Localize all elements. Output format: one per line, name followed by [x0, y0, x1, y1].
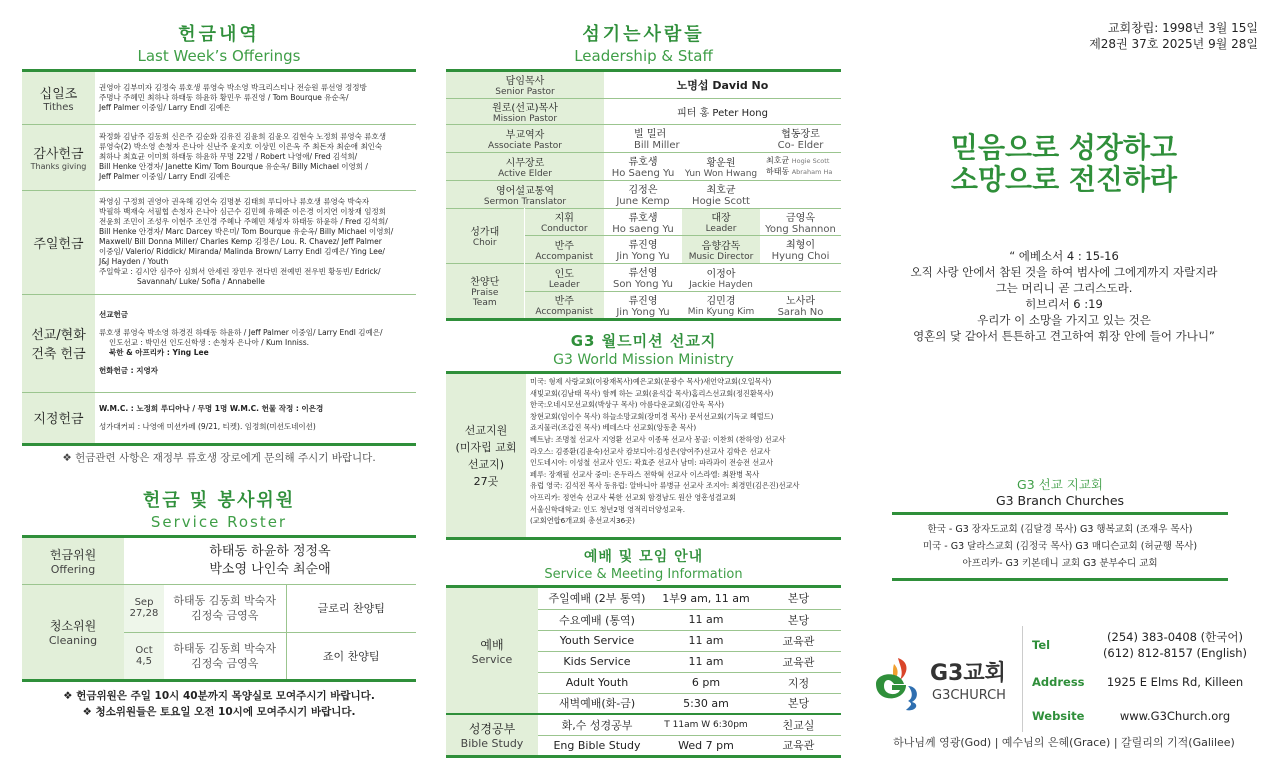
mission-line: 라오스: 김종환(김윤숙)선교사 캄보디아:김성은(양여주)선교사 김학은 선교사	[530, 446, 771, 456]
tithes-names	[95, 72, 416, 124]
role-label: 대장	[711, 213, 731, 224]
website-label: Website	[1032, 709, 1085, 723]
role-label-en: Associate Pastor	[488, 140, 562, 151]
row-label-en: Offering	[50, 562, 96, 576]
name-line: Jeff Palmer 이중임/ Larry Endl 김예은	[99, 102, 231, 112]
row-label: 청소위원	[49, 618, 97, 633]
service-subtitle: Service & Meeting Information	[544, 567, 743, 582]
role-label-en: Choir	[472, 238, 497, 248]
offerings-note: ❖ 헌금관련 사항은 재정부 류호생 장로에게 문의해 주시기 바랍니다.	[62, 451, 376, 464]
mission-line: 아프리카: 정연숙 선교사 북한 선교회 함경남도 원산 영흥성결교회	[530, 492, 736, 502]
designated-row	[22, 392, 416, 444]
footer-tagline: 하나님께 영광(God) | 예수님의 은혜(Grace) | 갈릴리의 기적(Galilee)	[893, 736, 1235, 749]
staff-name: 하태동	[766, 167, 790, 176]
row-label-en: Bible Study	[460, 736, 524, 750]
address-value: 1925 E Elms Rd, Killeen	[1106, 675, 1244, 689]
mission-line: 베트남: 조명철 선교사 지영환 선교사 이종복 선교사 몽골: 이찬희 (찬하영) 선교사	[530, 434, 786, 444]
staff-name-en: Ho saeng Yu	[612, 223, 674, 235]
staff-name-en: Abraham Ha	[791, 168, 833, 176]
tel-label: Tel	[1032, 638, 1051, 652]
staff-name: 류선영	[628, 268, 658, 279]
address-label: Address	[1032, 675, 1085, 689]
staff-name-en: Ho Saeng Yu	[611, 168, 675, 179]
branch-item: 아프리카- G3 키본데니 교회 G3 분부수디 교회	[962, 558, 1158, 569]
staff-name-en: Sarah No	[777, 306, 824, 318]
roster-title: 헌금 및 봉사위원	[142, 490, 296, 511]
service-name: 화,수 성경공부	[561, 718, 633, 732]
staff-row	[446, 98, 841, 124]
name-line: Maxwell/ Bill Donna Miller/ Charles Kemp 김정은/ Lou. R. Chavez/ Jeff Palmer	[99, 237, 382, 246]
staff-name-en: Hyung Choi	[771, 251, 830, 262]
staff-name: 노명섭 David No	[676, 78, 769, 92]
service-name: 수요예배 (통역)	[559, 613, 635, 627]
row-label: 헌금위원	[49, 547, 97, 562]
staff-name-en: Bill Miller	[634, 140, 680, 151]
mission-line: 창현교회(임이수 목사) 하늘소망교회(장미경 목사) 문서선교회(기독교 헤럴드)	[530, 411, 774, 421]
date-cell	[124, 632, 164, 680]
row-label-en: Thanks giving	[30, 162, 87, 171]
mission-line: 서울신학대학교: 인도 청년2명 영적리더양성교육.	[530, 504, 685, 514]
staff-name-en: Hogie Scott	[692, 196, 750, 207]
team-name: 죠이 찬양팀	[322, 649, 380, 663]
mission-line: 페루: 장재필 선교사 중미: 온두라스 전학혁 선교사 이스라엘: 최완병 목사	[530, 469, 760, 479]
mission-line: 유럽 영국: 김석전 목사 동유럽: 알바니아 류병규 선교사 조지아: 최경민(김은진)선교사	[530, 481, 800, 491]
service-place: 본당	[787, 697, 810, 711]
mission-label: 선교지원 (미자립 교회 선교지) 27곳	[446, 374, 526, 537]
name-line: Bill Henke 안경자/ Janette Kim/ Tom Bourque 유순옥/ Billy Michael 이영희 /	[99, 162, 368, 171]
staff-table	[446, 72, 841, 321]
service-name: Eng Bible Study	[553, 738, 641, 752]
role-label: 담임목사	[505, 76, 545, 88]
name-line: Bill Henke 안경자/ Marc Darcey 박은미/ Tom Bourque 유순옥/ Billy Michael 이영희/	[99, 227, 394, 236]
roster-panel	[22, 486, 416, 720]
staff-name: 최호균	[706, 185, 736, 196]
contact-divider	[1022, 626, 1023, 732]
service-time: 5:30 am	[683, 696, 729, 710]
mission-line: 죠지물러(조갑진 목사) 베데스다 선교회(앙동춘 목사)	[530, 423, 697, 433]
tel-number[interactable]: (612) 812-8157 (English)	[1102, 646, 1248, 660]
name-line: 박필하 백재숙 서필협 손청자 은나아 심근수 김민혜 유혜준 이은경 이지연 이창재 임정희	[99, 207, 387, 216]
offerings-table	[22, 72, 416, 446]
staff-name-en: Co- Elder	[777, 140, 824, 151]
name-line: Jeff Palmer 이중임/ Larry Endl 김예은	[99, 172, 231, 181]
website-row	[1032, 699, 1258, 733]
name-line: 권영아 김부미자 김정숙 류호생 류영숙 박소영 박크리스티나 전승원 류선영 정정방	[99, 82, 367, 92]
mission-header	[446, 330, 841, 368]
name-line: Savannah/ Luke/ Sofia / Annabelle	[137, 277, 265, 286]
service-time: 1부9 am, 11 am	[662, 592, 750, 606]
mission-line: (교회연합6개교회 총선교지36곳)	[530, 516, 635, 526]
tel-row	[1032, 625, 1258, 665]
service-time: 11 am	[688, 634, 724, 647]
service-table	[446, 588, 841, 758]
name-line: 곽영심 구정희 권영아 권옥해 김연숙 김명분 김태희 루디아나 류호생 류영숙 박숙자	[99, 197, 370, 206]
contact-info	[1032, 625, 1258, 733]
roster-table	[22, 538, 416, 682]
mission-line: 미국: 형제 사랑교회(이광재목사)예은교회(문광수 목사)새언약교회(오일목사)	[530, 377, 772, 386]
service-row	[446, 588, 841, 609]
service-time: 11 am	[688, 613, 724, 626]
service-place: 본당	[787, 592, 810, 606]
row-label: 성경공부	[468, 721, 516, 736]
verse-line: 오직 사랑 안에서 참된 것을 하여 범사에 그에게까지 자랄지라	[910, 265, 1218, 279]
row-label: 선교/현화 건축 헌금	[31, 328, 86, 362]
service-name: Adult Youth	[565, 676, 629, 689]
name-line: 김정숙 금영옥	[191, 656, 259, 670]
verse-line: “ 에베소서 4 : 15-16	[1009, 249, 1119, 263]
staff-name-en: Hogie Scott	[791, 157, 830, 165]
offering-committee-row	[22, 538, 416, 584]
service-time: T 11am W 6:30pm	[664, 719, 748, 730]
name-line: W.M.C. : 노정희 루디아나 / 무명 1명 W.M.C. 헌물 작정 : 이은경	[99, 403, 324, 413]
staff-name: 최호균	[766, 156, 790, 165]
name-line: 최하나 최효균 이미희 하태동 하윤하 무명 22명 / Robert 나영애/ Fred 김석희/	[99, 152, 358, 161]
role-label: 성가대	[470, 227, 500, 238]
logo-en: G3CHURCH	[932, 688, 1006, 703]
staff-header	[446, 20, 841, 65]
verse-line: 그는 머리니 곧 그리스도라.	[995, 281, 1133, 295]
row-label: 십일조	[39, 86, 78, 102]
offerings-panel	[22, 20, 416, 465]
staff-name-en: Jin Yong Yu	[616, 306, 670, 318]
role-label: 반주	[554, 296, 574, 307]
name-line: 인도선교 : 박민선 인도신학생 : 손청자 은나아 / Kum Inniss.	[109, 338, 310, 347]
role-label-en: Accompanist	[535, 251, 594, 262]
branch-title: G3 선교 지교회	[1017, 477, 1103, 492]
role-label: 반주	[554, 240, 574, 252]
branch-subtitle: G3 Branch Churches	[995, 493, 1125, 508]
staff-name-en: Son Yong Yu	[612, 279, 674, 290]
staff-name: 노사라	[786, 295, 815, 307]
staff-row	[446, 124, 841, 152]
row-label-en: Cleaning	[48, 633, 98, 647]
staff-row	[446, 208, 841, 235]
role-label-en: Music Director	[688, 251, 754, 262]
name-line: 하태동 하윤하 정정옥	[209, 543, 331, 559]
service-place: 교육관	[782, 634, 815, 648]
role-label-en: Sermon Translator	[483, 196, 567, 207]
service-place: 본당	[787, 613, 810, 627]
bible-verse	[870, 248, 1258, 344]
mission-subtitle: G3 World Mission Ministry	[553, 352, 734, 368]
staff-name: 김정은	[628, 185, 658, 196]
name-line: 박소영 나인숙 최순애	[209, 561, 331, 577]
service-place: 교육관	[782, 655, 815, 669]
name-line: 곽정화 김남주 김동희 신은주 김순화 김유진 김윤희 김윤오 김현숙 노정희 류영숙 류호생	[99, 132, 387, 141]
offerings-subtitle: Last Week’s Offerings	[137, 47, 301, 65]
mission-list	[526, 374, 841, 537]
staff-name-en: Jin Yong Yu	[616, 251, 670, 262]
thanks-row	[22, 124, 416, 190]
cleaning-row	[22, 584, 416, 632]
cover-panel	[870, 20, 1258, 760]
staff-panel	[446, 20, 841, 321]
mission-body	[446, 374, 841, 540]
issue-date: 제28권 37호 2025년 9월 28일	[1089, 37, 1258, 51]
service-place: 교육관	[782, 739, 815, 752]
role-label-en: Mission Pastor	[492, 113, 558, 124]
staff-name: 금영옥	[786, 212, 815, 224]
issue-info	[870, 20, 1258, 52]
name-line: 류호생 류영숙 박소영 하경진 하태동 하윤하 / Jeff Palmer 이중임/ Larry Endl 김예은/	[99, 328, 383, 337]
thanks-names	[95, 124, 416, 190]
mission-line: 인도네시아: 이성철 선교사 인도: 곽효준 선교사 남미: 파라과이 전승전 선교사	[530, 458, 774, 468]
date-cell	[124, 584, 164, 632]
role-label: 찬양단	[470, 277, 500, 288]
staff-name: 이정아	[706, 268, 736, 280]
name-line: 헌화헌금 : 지영자	[99, 366, 158, 375]
mission-line: 새빛교회(김남태 목사) 함께 하는 교회(윤석갑 목사)홈리스선교회(정진환목사)	[530, 388, 774, 398]
row-label-en: Service	[471, 652, 513, 666]
row-label: 예배	[480, 637, 504, 652]
name-line: 류영숙(2) 박소영 손청자 은나아 신난주 윤지호 이상민 이은옥 주 최돈자 최순애 최인숙	[99, 142, 383, 151]
role-label: 음향감독	[701, 240, 741, 252]
role-label-en: Leader	[548, 279, 580, 290]
staff-name: 협동장로	[781, 129, 820, 140]
staff-name: 빌 밀러	[634, 129, 667, 140]
service-time: Wed 7 pm	[678, 738, 734, 752]
date-month: Sep	[134, 597, 154, 608]
founded-date: 교회창립: 1998년 3월 15일	[1107, 21, 1258, 35]
verse-line: 영혼의 닻 같아서 튼튼하고 견고하여 휘장 안에 들어 가나니”	[913, 329, 1215, 343]
website-link[interactable]: www.G3Church.org	[1119, 709, 1231, 723]
name-line: 주일학교 : 김시안 심주아 심희서 안세린 장민우 전다빈 전예빈 전우빈 황동빈/ Edrick/	[99, 267, 381, 276]
staff-name: 류호생	[628, 157, 658, 168]
role-label-en: Accompanist	[535, 307, 594, 317]
mission-line: 한국:오네시모선교회(박상구 목사) 아름다운교회(김안욱 목사)	[530, 400, 725, 410]
service-panel	[446, 546, 841, 758]
roster-notes	[22, 688, 416, 720]
verse-line: 히브리서 6 :19	[1025, 297, 1103, 311]
role-label: 부교역자	[505, 129, 545, 141]
service-place: 친교실	[782, 718, 815, 732]
name-line: 성가대커피 : 나영애 미션카페 (9/21, 티켓). 임정희(미션도네이션)	[99, 421, 316, 431]
name-line: 김정숙 금영옥	[191, 609, 259, 622]
service-place: 지정	[787, 676, 810, 690]
staff-title: 섬기는사람들	[582, 24, 705, 45]
staff-name: 김민경	[706, 296, 736, 307]
name-line: 북한 & 아프리카 : Ying Lee	[109, 348, 209, 357]
church-logo	[870, 648, 1020, 718]
name-line: 하태동 김동희 박숙자	[173, 594, 277, 607]
role-label-en: Active Elder	[498, 168, 552, 179]
staff-name-en: Jackie Hayden	[689, 279, 753, 290]
staff-name-en: Yun Won Hwang	[684, 168, 758, 179]
role-label: 원로(선교)목사	[492, 102, 558, 114]
address-row	[1032, 665, 1258, 699]
date-days: 27,28	[129, 608, 159, 619]
roster-subtitle: Service Roster	[150, 513, 288, 531]
staff-name-en: Yong Shannon	[765, 223, 836, 235]
role-label-en: Leader	[705, 224, 737, 234]
roster-header	[22, 486, 416, 531]
service-name: Youth Service	[559, 634, 635, 647]
row-label-en: Tithes	[43, 101, 74, 113]
roster-note: ❖ 청소위원들은 토요일 오전 10시에 모여주시기 바랍니다.	[82, 705, 356, 718]
role-label: 시무장로	[505, 157, 545, 169]
g3-logo-icon	[870, 652, 922, 712]
staff-name: 피터 홍 Peter Hong	[677, 107, 768, 119]
mission-offering-row	[22, 294, 416, 392]
service-name: 새벽예배(화-금)	[558, 697, 636, 711]
service-header	[446, 546, 841, 582]
cleaning-names	[164, 584, 286, 632]
roster-note: ❖ 헌금위원은 주일 10시 40분까지 목양실로 모여주시기 바랍니다.	[63, 689, 375, 702]
service-name: Kids Service	[563, 655, 631, 668]
cleaning-names	[164, 632, 286, 680]
service-name: 주일예배 (2부 통역)	[548, 592, 646, 606]
offerings-title: 헌금내역	[178, 24, 260, 45]
branch-list	[892, 515, 1228, 581]
name-line: 전윤희 조민이 조성우 이현주 조인경 주혜나 주혜민 채성자 하태동 하윤하 / Fred 김석희/	[99, 217, 388, 226]
staff-name: 황운원	[706, 157, 736, 169]
name-line: J&J Hayden / Youth	[99, 257, 169, 266]
staff-name-en: June Kemp	[616, 196, 670, 207]
staff-name-en: Min Kyung Kim	[687, 307, 755, 317]
role-label: 영어설교통역	[496, 185, 554, 197]
sunday-names	[95, 190, 416, 294]
branch-item: 미국 - G3 달라스교회 (김정국 목사) G3 매디슨교회 (허균행 목사)	[922, 541, 1198, 552]
row-label: 지정헌금	[33, 412, 84, 427]
staff-name: 류호생	[628, 212, 658, 224]
staff-name: 류진영	[628, 295, 658, 307]
staff-row	[446, 72, 841, 98]
date-month: Oct	[135, 644, 153, 656]
branch-churches	[892, 475, 1228, 581]
name-line: 주명나 주혜민 최하나 하태동 하윤하 황민우 류진영 / Tom Bourque 유순옥/	[99, 92, 349, 102]
staff-subtitle: Leadership & Staff	[574, 47, 713, 65]
row-label: 감사헌금	[33, 147, 84, 162]
date-days: 4,5	[136, 655, 152, 667]
mission-panel	[446, 330, 841, 540]
staff-row	[446, 263, 841, 291]
staff-name: 최형이	[786, 240, 815, 251]
motto-line: 믿음으로 성장하고	[950, 131, 1178, 164]
role-label: 인도	[554, 268, 574, 280]
staff-row	[446, 152, 841, 180]
name-line: 이중임/ Valerio/ Riddick/ Miranda/ Malinda Brown/ Larry Endl 김예은/ Ying Lee/	[99, 247, 385, 256]
logo-name: G3교회	[930, 661, 1006, 686]
name-line: 하태동 김동희 박숙자	[173, 641, 277, 655]
service-title: 예배 및 모임 안내	[583, 549, 704, 565]
sunday-row	[22, 190, 416, 294]
role-label: 지휘	[554, 213, 574, 224]
role-label-en: Conductor	[540, 224, 588, 234]
offering-committee-names	[124, 538, 416, 584]
service-time: 11 am	[688, 655, 724, 668]
staff-row	[446, 180, 841, 208]
role-label-en: Senior Pastor	[495, 87, 555, 98]
branch-item: 한국 - G3 장자도교회 (김달경 목사) G3 행복교회 (조재우 목사)	[927, 524, 1193, 535]
staff-name: 류진영	[628, 240, 658, 251]
team-name: 글로리 찬양팀	[317, 602, 385, 615]
motto-line: 소망으로 전진하라	[950, 163, 1178, 196]
mission-title: G3 월드미션 선교지	[570, 332, 717, 350]
motto	[870, 132, 1258, 196]
bible-row	[446, 714, 841, 735]
verse-line: 우리가 이 소망을 가지고 있는 것은	[977, 313, 1151, 327]
offerings-header	[22, 20, 416, 65]
row-label: 주일헌금	[33, 236, 84, 252]
designated-names	[95, 392, 416, 444]
tithes-row	[22, 72, 416, 124]
tel-number[interactable]: (254) 383-0408 (한국어)	[1107, 630, 1243, 644]
mission-offering-names	[95, 294, 416, 392]
role-label-en: Praise Team	[471, 288, 499, 308]
name-line: 선교헌금	[99, 310, 128, 319]
service-time: 6 pm	[691, 676, 721, 689]
